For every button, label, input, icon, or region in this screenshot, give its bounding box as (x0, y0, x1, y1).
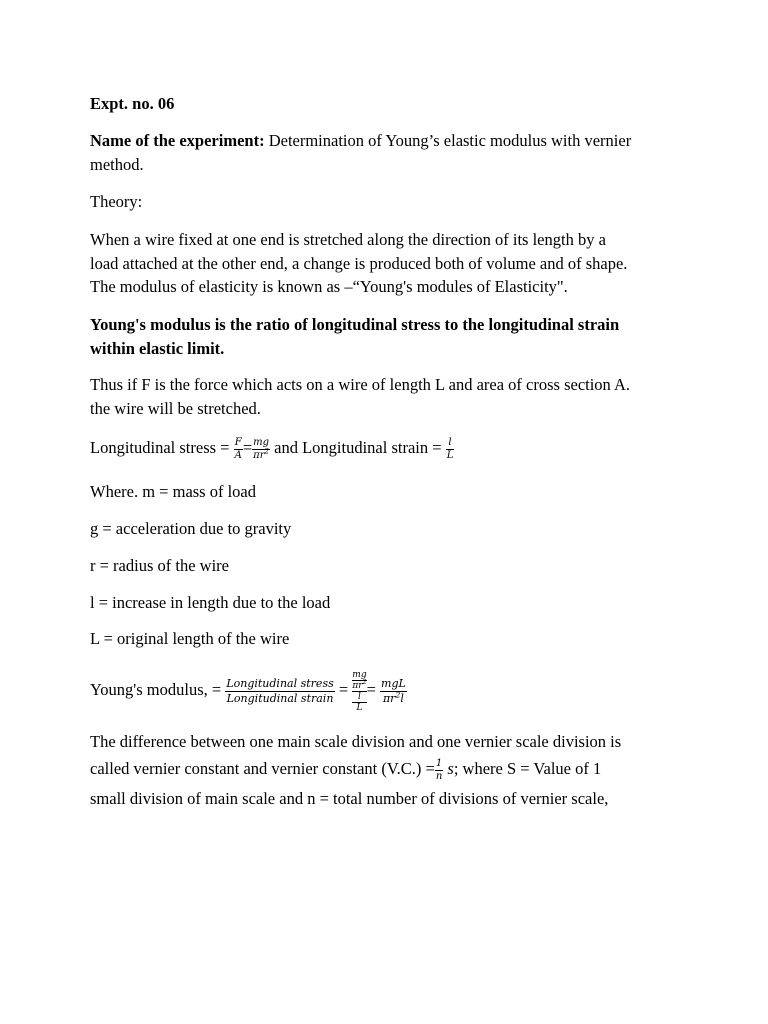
top-denominator (352, 680, 366, 691)
definition-line1: Young's modulus is the ratio of longitudinal stress to the longitudinal strain (90, 315, 620, 334)
paragraph1-line1: When a wire fixed at one end is stretched along the direction of its length by a (90, 230, 606, 249)
fraction-numerator: mgL (381, 676, 406, 690)
fraction-numerator: 1 (435, 757, 443, 769)
where-line5: L = original length of the wire (90, 629, 290, 648)
bottom-numerator: l (352, 691, 366, 702)
equals-sign: = (242, 438, 253, 457)
paragraph3-line2 (90, 754, 601, 784)
theory-label: Theory: (90, 192, 143, 211)
youngs-prefix: Young's modulus, = (90, 680, 222, 699)
vc-s: s (443, 759, 454, 778)
exponent: 2 (362, 678, 367, 686)
fraction-denominator (380, 692, 407, 706)
paragraph2-line2: the wire will be stretched. (90, 399, 261, 418)
where-line2: g = acceleration due to gravity (90, 519, 292, 538)
paragraph1-line2: load attached at the other end, a change is produced both of volume and of shape. (90, 254, 628, 273)
experiment-name-label: Name of the experiment: (90, 131, 265, 150)
fraction-denominator: L (446, 449, 454, 461)
vc-suffix: ; where S = Value of 1 (453, 759, 602, 778)
experiment-number: Expt. no. 06 (90, 94, 175, 113)
exponent: 2 (264, 447, 269, 456)
fraction-denominator (252, 447, 270, 462)
experiment-name-line (90, 131, 631, 151)
stress-fraction-f-over-a (234, 437, 243, 462)
bottom-denominator: L (352, 702, 366, 713)
equals-sign: = (366, 680, 376, 699)
stress-prefix: Longitudinal stress = (90, 438, 230, 457)
vc-prefix: called vernier constant and vernier constant (V.C.) = (90, 759, 435, 778)
strain-text: and Longitudinal strain = (274, 438, 442, 457)
fraction-denominator: n (435, 770, 443, 782)
pi-r: πr (253, 449, 265, 461)
where-line3: r = radius of the wire (90, 556, 229, 575)
fraction-denominator: A (234, 449, 242, 461)
paragraph1-line3: The modulus of elasticity is known as –“Young's modules of Elasticity". (90, 277, 568, 296)
top-numerator: mg (352, 669, 367, 680)
paragraph3-line1: The difference between one main scale division and one vernier scale division is (90, 732, 622, 751)
paragraph3-line3: small division of main scale and n = total number of divisions of vernier scale, (90, 789, 609, 808)
mgL-fraction (380, 677, 407, 706)
stress-equation (90, 432, 454, 464)
where-line4: l = increase in length due to the load (90, 593, 331, 612)
equals-sign: = (338, 680, 349, 699)
experiment-name-continued: method. (90, 155, 144, 174)
fraction-numerator: F (234, 436, 242, 448)
l-factor: l (400, 691, 404, 705)
definition-line2: within elastic limit. (90, 339, 225, 358)
youngs-modulus-equation (90, 664, 407, 716)
exponent: 2 (395, 690, 401, 700)
pi-r: πr (382, 691, 396, 705)
stress-over-strain-fraction (225, 677, 334, 706)
experiment-name-text: Determination of Young’s elastic modulus with vernier (264, 131, 632, 150)
strain-fraction-l-over-L (446, 437, 455, 462)
fraction-numerator: mg (253, 436, 270, 448)
fraction-numerator: l (446, 437, 455, 450)
fraction-numerator: Longitudinal stress (226, 676, 334, 690)
compound-fraction (352, 670, 366, 713)
pi-r: πr (352, 680, 363, 691)
where-line1: Where. m = mass of load (90, 482, 257, 501)
fraction-denominator: Longitudinal strain (226, 691, 334, 705)
paragraph2-line1: Thus if F is the force which acts on a wire of length L and area of cross section A. (90, 375, 631, 394)
stress-fraction-mg-over-pir2 (252, 437, 270, 462)
